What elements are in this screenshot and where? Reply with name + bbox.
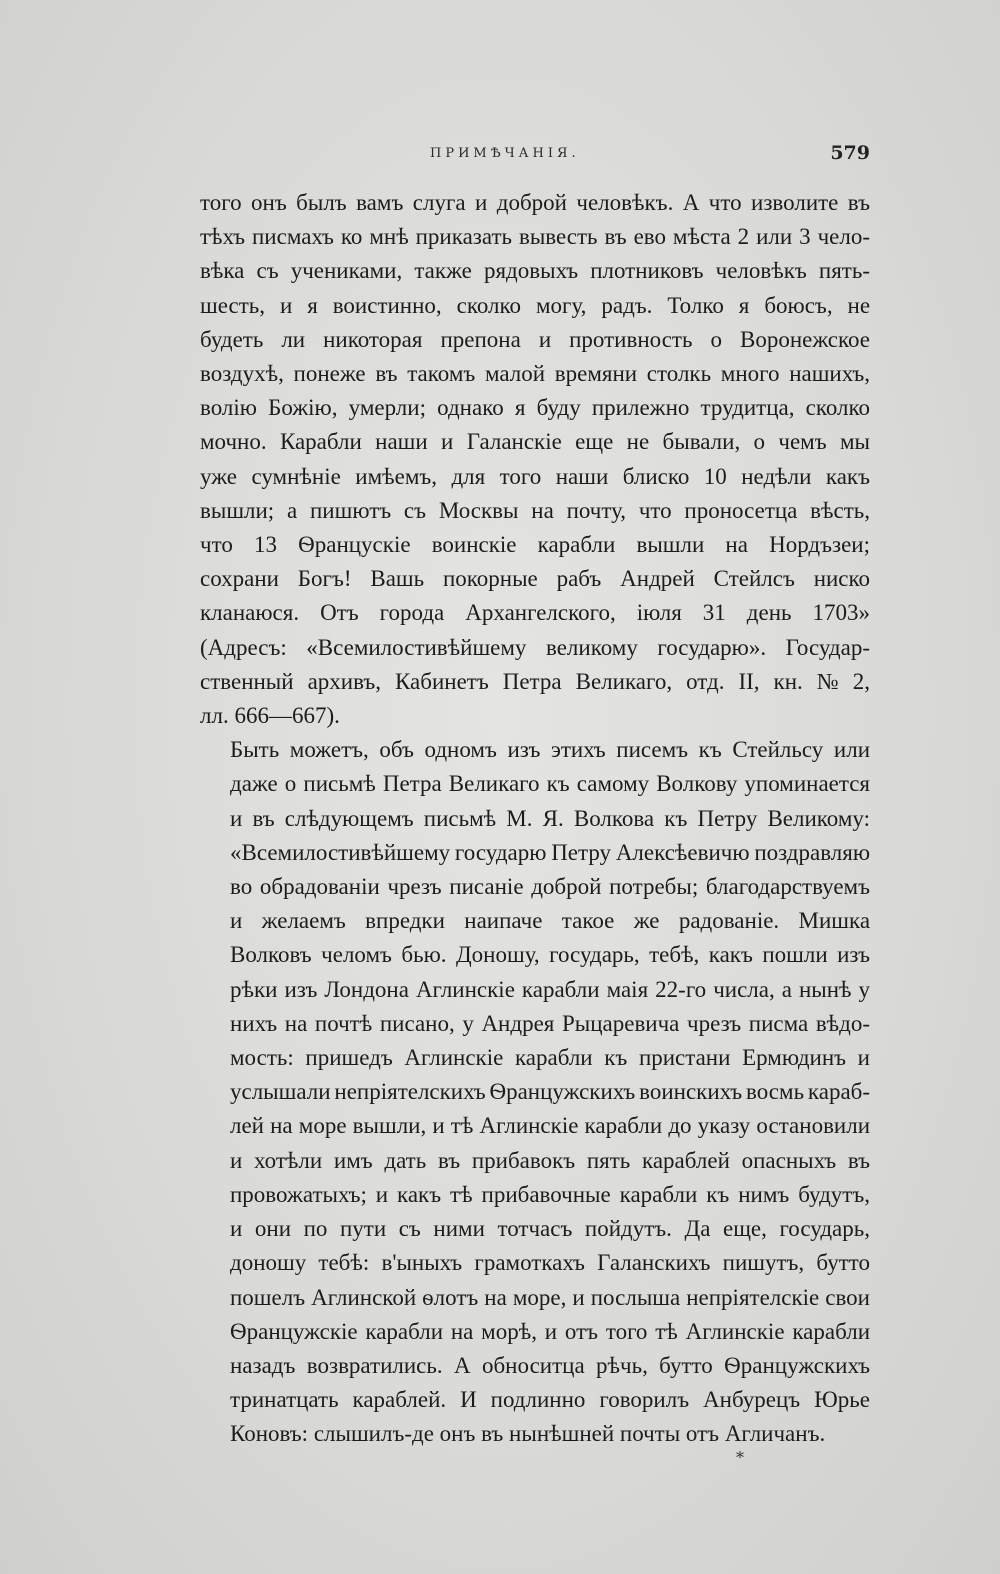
text-line: вѣка съ учениками, также рядовыхъ плотниковъ человѣкъ пять- — [200, 258, 871, 284]
body-text — [200, 186, 870, 1452]
text-line: Ѳранцужскіе карабли на морѣ, и отъ того тѣ Аглинскіе карабли — [230, 1318, 870, 1344]
paragraph-letter-end — [200, 186, 870, 733]
running-head: ПРИМѢЧАНІЯ. — [430, 146, 580, 161]
text-line: и они по пути съ ними тотчасъ пойдутъ. Да еще, государь, — [230, 1216, 870, 1242]
text-line: Волковъ челомъ бью. Доношу, государь, тебѣ, какъ пошли изъ — [230, 942, 870, 968]
page-number: 579 — [830, 142, 870, 164]
text-line: тѣхъ писмахъ ко мнѣ приказать вывесть въ ево мѣста 2 или 3 чело- — [200, 224, 870, 250]
text-line: услышали непріятелскихъ Ѳранцужскихъ воинскихъ восмь караб- — [230, 1079, 871, 1105]
text-line: мочно. Карабли наши и Галанскіе еще не бывали, о чемъ мы — [200, 429, 870, 455]
text-line: провожатыхъ; и какъ тѣ прибавочные карабли къ нимъ будутъ, — [230, 1181, 870, 1207]
text-line: доношу тебѣ: в'ыныхъ грамоткахъ Галанскихъ пишутъ, бутто — [230, 1250, 870, 1276]
text-line: и хотѣли имъ дать въ прибавокъ пять караблей опасныхъ въ — [230, 1147, 871, 1173]
paragraph-volkov-letter — [200, 733, 870, 1451]
text-line: что 13 Ѳранцускіе воинскіе карабли вышли на Нордъзеи; — [200, 532, 870, 558]
text-line: ственный архивъ, Кабинетъ Петра Великаго, отд. II, кн. № 2, — [200, 668, 870, 694]
text-line: Коновъ: слышилъ-де онъ въ нынѣшней почты отъ Агличанъ. — [230, 1421, 826, 1447]
text-line: пошелъ Аглинской ѳлотъ на море, и послыша непріятелскіе свои — [230, 1284, 870, 1310]
text-line: шесть, и я воистинно, сколко могу, радъ. Толко я боюсъ, не — [200, 292, 871, 318]
text-line: тринатцать караблей. И подлинно говорилъ Анбурецъ Юрье — [230, 1387, 870, 1413]
text-line: мость: пришедъ Аглинскіе карабли къ пристани Ермюдинъ и — [230, 1045, 870, 1071]
text-line: нихъ на почтѣ писано, у Андрея Рыцаревича чрезъ писма вѣдо- — [230, 1010, 871, 1036]
page-header — [200, 142, 870, 172]
text-line: волію Божію, умерли; однако я буду прилежно трудитца, сколко — [200, 395, 871, 421]
text-line: уже сумнѣніе имѣемъ, для того наши блиско 10 недѣли какъ — [200, 463, 870, 489]
text-line: кланаюся. Отъ города Архангелского, іюля 31 день 1703» — [200, 600, 870, 626]
text-line: лл. 666—667). — [200, 703, 340, 729]
text-line: воздухѣ, понеже въ такомъ малой времяни столкь много нашихъ, — [200, 361, 871, 387]
text-line: того онъ былъ вамъ слуга и доброй человѣкъ. А что изволите въ — [200, 190, 870, 215]
text-line: во обрадованіи чрезъ писаніе доброй потребы; благодарствуемъ — [230, 874, 871, 900]
text-line: сохрани Богъ! Вашь покорные рабъ Андрей Стейлсъ ниско — [200, 566, 871, 592]
text-line: рѣки изъ Лондона Аглинскіе карабли маія 22-го числа, а нынѣ у — [230, 976, 871, 1002]
text-line: Быть можетъ, объ одномъ изъ этихъ писемъ къ Стейльсу или — [230, 737, 870, 763]
text-line: и желаемъ впредки наипаче такое же радованіе. Мишка — [230, 908, 871, 934]
text-line: лей на море вышли, и тѣ Аглинскіе карабли до указу остановили — [230, 1113, 871, 1139]
text-line: и въ слѣдующемъ письмѣ М. Я. Волкова къ Петру Великому: — [230, 805, 870, 831]
text-line: вышли; а пишютъ съ Москвы на почту, что проносетца вѣсть, — [200, 497, 871, 523]
text-line: даже о письмѣ Петра Великаго къ самому Волкову упоминается — [230, 771, 870, 797]
text-line: «Всемилостивѣйшему государю Петру Алексѣевичю поздравляю — [230, 839, 871, 865]
signature-mark: * — [736, 1448, 744, 1467]
text-line: будеть ли никоторая препона и противность о Воронежское — [200, 326, 871, 352]
text-line: назадъ возвратились. А обноситца рѣчь, бутто Ѳранцужскихъ — [230, 1352, 870, 1378]
text-line: (Адресъ: «Всемилостивѣйшему великому государю». Государ- — [200, 634, 871, 660]
